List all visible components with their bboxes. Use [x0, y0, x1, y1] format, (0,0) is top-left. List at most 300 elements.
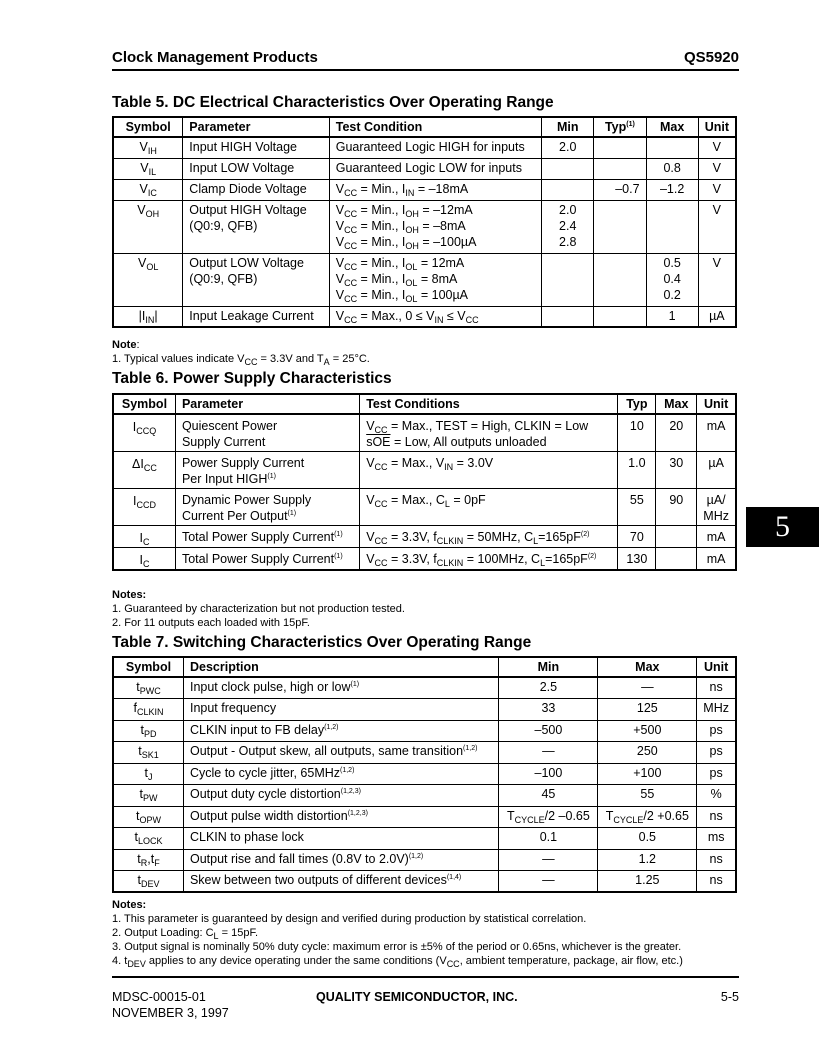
- symbol-cell: [113, 306, 183, 327]
- min-cell: [499, 677, 598, 699]
- parameter-line: [189, 202, 322, 218]
- unit-cell: [697, 526, 736, 548]
- parameter: Total Power Supply Current: [181, 530, 335, 544]
- unit: µA/: [706, 493, 726, 507]
- symbol-cell: [113, 452, 175, 489]
- unit-cell: [697, 452, 736, 489]
- min-value: 0.1: [539, 830, 558, 844]
- min-value: 2.0: [559, 202, 577, 217]
- symbol-subscript: OPW: [139, 814, 161, 825]
- max-value: +100: [633, 765, 662, 780]
- unit-cell: V: [698, 253, 736, 306]
- max-value: 0.2: [663, 287, 681, 302]
- parameter: Dynamic Power Supply: [181, 493, 312, 507]
- unit: mA: [706, 419, 726, 433]
- page-footer: [112, 989, 739, 1021]
- min-value: $T_{CYCLE}/2$ –0.65: [506, 808, 590, 825]
- table6-notes: [112, 588, 752, 630]
- parameter-cell: [175, 548, 359, 571]
- parameter-note-ref: (1): [334, 531, 343, 538]
- min-value: —: [542, 744, 555, 758]
- header-part-number: QS5920: [683, 49, 739, 66]
- symbol-subscript: IL: [148, 166, 157, 177]
- min-cell: [499, 806, 598, 828]
- max-value: 250: [636, 744, 658, 758]
- page-header: [112, 44, 739, 66]
- symbol: V: [140, 160, 149, 175]
- typ-cell: 70: [618, 526, 656, 548]
- min-value: –500: [534, 722, 563, 737]
- note-text: Guaranteed by characterization but not production tested.: [124, 603, 405, 615]
- unit-cell: ps: [697, 763, 736, 785]
- note-text: Output Loading: $C_L = 15pF$.: [124, 927, 259, 941]
- symbol: t: [144, 765, 148, 780]
- symbol-2-subscript: F: [154, 857, 160, 868]
- note-text: This parameter is guaranteed by design and verified during production by statistical correlation.: [124, 913, 587, 925]
- description-note-ref: (1,2,3): [347, 809, 368, 817]
- description-cell: [183, 699, 498, 721]
- symbol: I: [139, 531, 143, 545]
- table6-title: Table 6. Power Supply Characteristics: [112, 370, 392, 387]
- symbol-subscript: IN: [145, 314, 155, 325]
- symbol: t: [139, 787, 143, 801]
- symbol-subscript: IC: [147, 187, 157, 198]
- description-cell: [183, 720, 498, 742]
- parameter-cell: [175, 526, 359, 548]
- condition: $V_{CC}$ = Min., $I_{IN} = -18mA$: [335, 181, 469, 198]
- col-test-condition: Test Condition: [329, 117, 542, 137]
- symbol-cell: [113, 179, 183, 200]
- typ-cell: [594, 158, 646, 179]
- description-cell: [183, 785, 498, 807]
- footer-page-number: 5-5: [720, 990, 739, 1004]
- description: Output - Output skew, all outputs, same transition: [189, 744, 464, 758]
- symbol: I: [132, 494, 137, 508]
- note-item: [112, 616, 752, 630]
- symbol-cell: [113, 785, 183, 807]
- description: CLKIN input to FB delay: [189, 722, 325, 737]
- symbol-cell: [113, 699, 183, 721]
- condition-cell: [329, 137, 542, 158]
- unit-line: [703, 492, 729, 508]
- condition-line: [336, 234, 536, 250]
- parameter-note-ref: (1): [267, 473, 276, 480]
- symbol-subscript: C: [142, 537, 150, 547]
- min-cell: [542, 200, 594, 253]
- parameter: Input HIGH Voltage: [189, 140, 297, 154]
- max-value-line: [653, 160, 692, 176]
- table7-notes: [112, 898, 752, 968]
- symbol: V: [137, 202, 146, 217]
- condition-cell: [329, 253, 542, 306]
- unit-line: [703, 508, 729, 524]
- max-value: 0.4: [663, 271, 681, 286]
- symbol: I: [132, 420, 137, 434]
- max-value: —: [641, 680, 654, 694]
- max-cell: [598, 763, 697, 785]
- table-row: [113, 699, 736, 721]
- symbol-subscript: CCD: [136, 500, 156, 510]
- max-value-line: [653, 181, 692, 197]
- symbol-subscript: OL: [146, 261, 159, 272]
- unit-line: [703, 529, 729, 545]
- footer-doc-number: MDSC-00015-01: [112, 990, 206, 1004]
- min-cell: [499, 742, 598, 764]
- parameter-cell: [183, 137, 329, 158]
- col-max: Max: [598, 657, 697, 677]
- typ-cell: [594, 306, 646, 327]
- parameter-line: [182, 508, 353, 524]
- note-item: [112, 926, 752, 940]
- max-value-line: [653, 255, 692, 271]
- col-min: Min: [499, 657, 598, 677]
- condition: $V_{CC}$ = Max., TEST = High, CLKIN = Low: [366, 419, 589, 435]
- max-cell: [646, 306, 698, 327]
- note-item: [112, 940, 752, 954]
- max-value: –1.2: [659, 181, 685, 196]
- col-symbol: Symbol: [113, 394, 175, 414]
- footer-rule: [112, 976, 739, 978]
- condition: $V_{CC} = 3.3V$, $f_{CLKIN} = 50MHz$, $C_L=165pF^{(2)}$: [366, 530, 590, 546]
- unit-cell: [697, 414, 736, 452]
- description-note-ref: (1): [350, 681, 360, 688]
- symbol-cell: [113, 526, 175, 548]
- parameter: Input LOW Voltage: [189, 160, 295, 175]
- unit-cell: ms: [697, 828, 736, 850]
- note-number: 1.: [112, 603, 122, 615]
- parameter-line: [189, 271, 322, 287]
- description: Input clock pulse, high or low: [189, 680, 351, 694]
- note-text: Typical values indicate $V_{CC} = 3.3V$ and $T_A = 25^\circ C$.: [124, 353, 370, 367]
- typ-cell: [594, 179, 646, 200]
- min-value: 33: [541, 701, 556, 715]
- max-value: 0.8: [663, 160, 681, 175]
- col-typ-label: Typ: [604, 120, 627, 134]
- min-cell: [499, 849, 598, 871]
- section-tab: 5: [746, 507, 819, 547]
- condition-cell: [360, 414, 618, 452]
- min-value: 2.4: [559, 218, 577, 233]
- parameter-cell: [175, 489, 359, 526]
- condition-cell: [329, 306, 542, 327]
- condition-line: [336, 271, 536, 287]
- typ-cell: [594, 200, 646, 253]
- parameter: (Q0:9, QFB): [189, 271, 258, 286]
- description-cell: [183, 871, 498, 893]
- symbol-subscript: PW: [142, 793, 158, 803]
- condition-line: [366, 434, 611, 450]
- condition-line: [366, 529, 611, 545]
- symbol-subscript: J: [147, 771, 153, 782]
- symbol: I: [139, 553, 143, 567]
- col-description: Description: [183, 657, 498, 677]
- condition: $V_{CC}$ = Min., $I_{OH} = -100\mu A$: [335, 234, 477, 251]
- symbol: V: [139, 181, 148, 196]
- unit-cell: V: [698, 179, 736, 200]
- symbol-subscript: IH: [147, 146, 157, 156]
- description-cell: [183, 828, 498, 850]
- parameter-line: [189, 139, 322, 155]
- max-cell: 30: [656, 452, 697, 489]
- symbol: t: [137, 851, 141, 866]
- table5-title: Table 5. DC Electrical Characteristics Over Operating Range: [112, 94, 554, 111]
- parameter: Output LOW Voltage: [189, 255, 304, 270]
- unit-cell: ns: [697, 871, 736, 893]
- symbol-subscript: CC: [143, 463, 157, 473]
- condition-line: [366, 455, 611, 471]
- symbol-cell: [113, 200, 183, 253]
- parameter: Clamp Diode Voltage: [189, 181, 307, 196]
- condition-line: [366, 492, 611, 508]
- description-cell: [183, 849, 498, 871]
- condition-line: [336, 181, 536, 197]
- table5-note-colon: :: [136, 339, 140, 351]
- parameter-note-ref: (1): [287, 510, 297, 517]
- col-symbol: Symbol: [113, 117, 183, 137]
- min-cell: [499, 720, 598, 742]
- table-row: [113, 828, 736, 850]
- parameter-line: [182, 471, 353, 487]
- typ-cell: 10: [618, 414, 656, 452]
- header-section-title: Clock Management Products: [112, 49, 318, 66]
- unit-line: [703, 455, 729, 471]
- min-value-line: [548, 234, 587, 250]
- max-value: 125: [636, 701, 658, 715]
- symbol-cell: [113, 763, 183, 785]
- condition: $V_{CC}$ = Min., $I_{OH} = -12mA$: [335, 202, 473, 219]
- typ-cell: 1.0: [618, 452, 656, 489]
- symbol: t: [134, 830, 138, 844]
- table5-header-row: [113, 117, 736, 137]
- condition-line: [336, 218, 536, 234]
- typ-cell: 55: [618, 489, 656, 526]
- condition-line: [336, 202, 536, 218]
- typ-cell: [594, 137, 646, 158]
- max-value: 1.25: [635, 873, 660, 887]
- min-value: —: [542, 873, 555, 887]
- typ-cell: [594, 253, 646, 306]
- description: Input frequency: [189, 701, 277, 715]
- parameter-line: [182, 418, 353, 434]
- table6-power-supply: [112, 393, 737, 571]
- description-note-ref: (1,2,3): [340, 788, 361, 795]
- min-cell: [499, 828, 598, 850]
- symbol: t: [138, 744, 142, 758]
- table-row: [113, 253, 736, 306]
- symbol: t: [135, 808, 140, 823]
- min-value: 2.8: [559, 234, 577, 249]
- condition-cell: [360, 548, 618, 571]
- parameter-cell: [183, 306, 329, 327]
- unit-cell: ns: [697, 677, 736, 699]
- table5-dc-characteristics: [112, 116, 737, 328]
- condition: $V_{CC}$ = Min., $I_{OH} = -8mA$: [335, 218, 466, 235]
- table-row: [113, 200, 736, 253]
- condition-cell: [360, 526, 618, 548]
- max-value: $T_{CYCLE}/2 +0.65$: [605, 808, 689, 825]
- min-value: 45: [541, 787, 556, 801]
- unit: MHz: [703, 509, 729, 523]
- min-cell: [499, 699, 598, 721]
- min-cell: [542, 137, 594, 158]
- condition: $V_{CC}$ = Max., $C_L = 0pF$: [366, 493, 486, 509]
- description-cell: [183, 742, 498, 764]
- description-cell: [183, 763, 498, 785]
- unit-cell: µA: [698, 306, 736, 327]
- max-cell: [598, 871, 697, 893]
- condition: $V_{CC}$ = Max., $V_{IN} = 3.0V$: [366, 456, 494, 472]
- parameter-line: [182, 455, 353, 471]
- note-item: [112, 352, 752, 366]
- note-number: 3.: [112, 941, 122, 953]
- col-symbol: Symbol: [113, 657, 183, 677]
- table-row: [113, 452, 736, 489]
- min-value-line: [548, 139, 587, 155]
- symbol: V: [137, 255, 147, 270]
- typ-cell: 130: [618, 548, 656, 571]
- min-cell: [499, 871, 598, 893]
- parameter-cell: [183, 158, 329, 179]
- min-cell: [499, 763, 598, 785]
- parameter-note-ref: (1): [334, 553, 343, 560]
- note-item: [112, 912, 752, 926]
- col-max: Max: [646, 117, 698, 137]
- symbol-subscript: CCQ: [136, 426, 157, 436]
- col-unit: Unit: [697, 394, 736, 414]
- max-cell: [646, 253, 698, 306]
- symbol-subscript: DEV: [140, 879, 160, 889]
- unit-cell: MHz: [697, 699, 736, 721]
- condition-cell: [329, 158, 542, 179]
- symbol-subscript: LOCK: [137, 836, 163, 846]
- min-cell: [499, 785, 598, 807]
- condition: $V_{CC}$ = Min., $I_{OL} = 100\mu A$: [335, 287, 469, 304]
- note-number: 1.: [112, 913, 122, 925]
- header-rule: [112, 69, 739, 71]
- table-row: [113, 742, 736, 764]
- parameter-cell: [175, 414, 359, 452]
- max-value-line: [653, 271, 692, 287]
- max-value: 0.5: [638, 830, 657, 844]
- description: Skew between two outputs of different devices: [189, 873, 447, 887]
- table-row: [113, 306, 736, 327]
- symbol-subscript: PWC: [139, 686, 161, 696]
- condition-line: [366, 418, 611, 434]
- symbol-cell: [113, 489, 175, 526]
- condition-line: [336, 287, 536, 303]
- condition: $\overline{sOE}$ = Low, All outputs unloaded: [366, 435, 547, 449]
- parameter-line: [189, 181, 322, 197]
- parameter: Per Input HIGH: [181, 472, 268, 486]
- table7-note-heading: Notes:: [112, 899, 147, 911]
- parameter-line: [182, 551, 353, 567]
- condition: $V_{CC}$ = Min., $I_{OL} = 8mA$: [335, 271, 458, 288]
- col-parameter: Parameter: [183, 117, 329, 137]
- table-row: [113, 785, 736, 807]
- max-cell: [598, 828, 697, 850]
- table6-note-heading: Notes:: [112, 589, 147, 601]
- symbol-cell: [113, 158, 183, 179]
- typ-value: –0.7: [615, 181, 640, 196]
- parameter-cell: [183, 253, 329, 306]
- table-row: [113, 677, 736, 699]
- col-max: Max: [656, 394, 697, 414]
- max-cell: [656, 548, 697, 571]
- condition-line: [366, 551, 611, 567]
- description: Cycle to cycle jitter, 65MHz: [189, 765, 341, 780]
- condition: $V_{CC} = 3.3V$, $f_{CLKIN} = 100MHz$, $C_L=165pF^{(2)}$: [366, 552, 597, 568]
- condition-line: [336, 308, 536, 324]
- max-value-line: [653, 287, 692, 303]
- description: Output duty cycle distortion: [189, 787, 341, 801]
- symbol: f: [133, 701, 137, 715]
- description-cell: [183, 677, 498, 699]
- condition-cell: [360, 452, 618, 489]
- col-typ: [594, 117, 646, 137]
- table-row: [113, 871, 736, 893]
- unit-cell: [697, 489, 736, 526]
- unit-cell: ps: [697, 720, 736, 742]
- min-cell: [542, 306, 594, 327]
- table-row: [113, 526, 736, 548]
- unit-cell: %: [697, 785, 736, 807]
- table7-header-row: [113, 657, 736, 677]
- max-cell: [598, 742, 697, 764]
- unit: mA: [706, 530, 726, 544]
- description: CLKIN to phase lock: [189, 830, 304, 844]
- condition-cell: [360, 489, 618, 526]
- footer-date: NOVEMBER 3, 1997: [112, 1006, 229, 1020]
- min-value-line: [548, 218, 587, 234]
- symbol-cell: [113, 871, 183, 893]
- condition-line: [336, 139, 536, 155]
- table-row: [113, 158, 736, 179]
- table-row: [113, 806, 736, 828]
- max-value: 55: [640, 787, 655, 801]
- parameter: Output HIGH Voltage: [189, 202, 307, 217]
- note-number: 2.: [112, 617, 122, 629]
- col-parameter: Parameter: [175, 394, 359, 414]
- max-cell: [598, 806, 697, 828]
- max-cell: [646, 200, 698, 253]
- table-row: [113, 489, 736, 526]
- symbol-cell: [113, 720, 183, 742]
- symbol: ΔI: [132, 457, 144, 471]
- table7-switching-characteristics: [112, 656, 737, 893]
- parameter: Input Leakage Current: [189, 308, 314, 323]
- min-cell: [542, 158, 594, 179]
- parameter: Supply Current: [181, 435, 266, 449]
- max-cell: [598, 677, 697, 699]
- min-value-line: [548, 202, 587, 218]
- max-cell: [646, 158, 698, 179]
- max-value: 1: [668, 308, 676, 323]
- unit-cell: ns: [697, 806, 736, 828]
- parameter-line: [189, 308, 322, 324]
- parameter: Current Per Output: [181, 509, 288, 523]
- description-note-ref: (1,2): [340, 766, 355, 774]
- note-number: 2.: [112, 927, 122, 939]
- description-note-ref: (1,2): [463, 745, 478, 752]
- max-cell: [598, 785, 697, 807]
- symbol-subscript: R: [140, 857, 148, 868]
- max-cell: 90: [656, 489, 697, 526]
- col-min: Min: [542, 117, 594, 137]
- condition-cell: [329, 179, 542, 200]
- max-cell: [598, 720, 697, 742]
- unit-cell: V: [698, 137, 736, 158]
- symbol-cell: [113, 742, 183, 764]
